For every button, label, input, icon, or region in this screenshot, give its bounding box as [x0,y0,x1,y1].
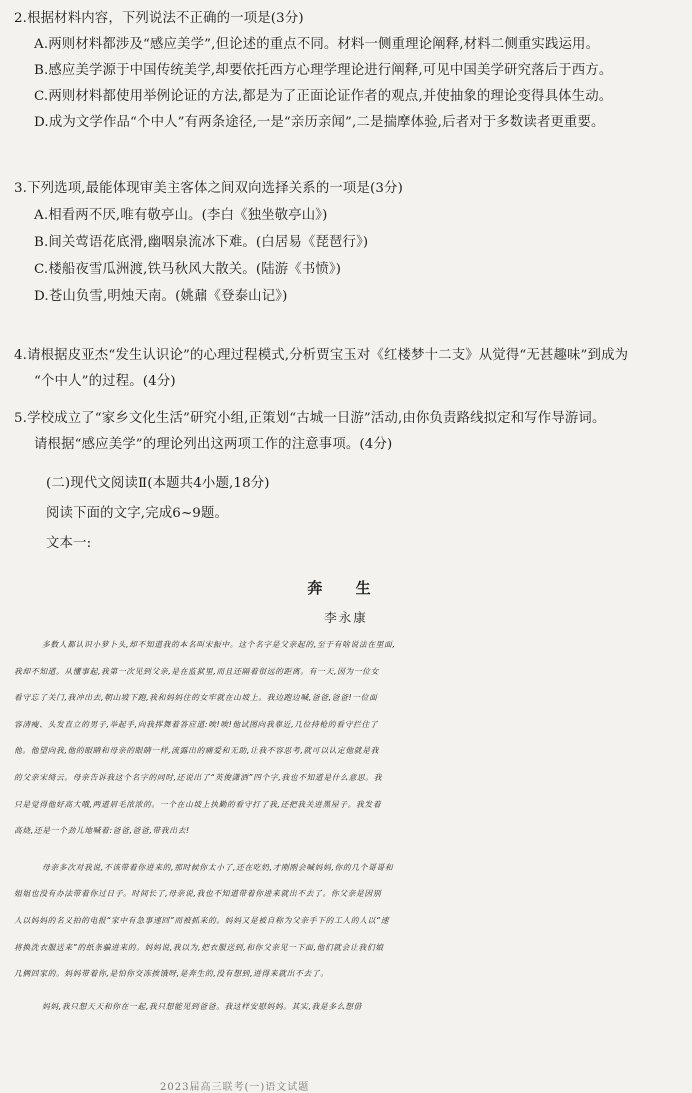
article-author: 李永康 [324,610,368,625]
question-2-option-a: A.两则材料都涉及“感应美学”,但论述的重点不同。材料一侧重理论阐释,材料二侧重实践运用。 [34,37,600,52]
question-3-option-c: C.楼船夜雪瓜洲渡,铁马秋风大散关。(陆游《书愤》) [34,262,342,277]
question-2-stem: 2.根据材料内容，下列说法不正确的一项是(3分) [14,11,304,26]
page-footer: 2023届高三联考(一)语文试题 [160,1082,310,1093]
question-2-option-c: C.两则材料都使用举例论证的方法,都是为了正面论证作者的观点,并使抽象的理论变得具体生动。 [34,89,613,104]
paragraph-1-line: 容清瘦、头发直立的男子,举起手,向我挥舞着答应道:唉!唉!他试图向我靠近,几位持枪的看守拦住了 [14,719,379,729]
article-body [14,632,684,1020]
question-5-line-1: 5.学校成立了“家乡文化生活”研究小组,正策划“古城一日游”活动,由你负责路线拟定和写作导游词。 [14,411,606,426]
paragraph-1-line: 的父亲宋绮云。母亲告诉我这个名字的同时,还说出了“英俊潇洒”四个字,我也不知道是什么意思。我 [14,772,383,782]
question-2-option-b: B.感应美学源于中国传统美学,却要依托西方心理学理论进行阐释,可见中国美学研究落后于西方。 [34,63,613,78]
question-3-option-d: D.苍山负雪,明烛天南。(姚鼐《登泰山记》) [34,289,288,304]
question-4-line-2: “个中人”的过程。(4分) [34,374,176,389]
paragraph-1-line: 看守忘了关门,我冲出去,朝山坡下跑,我和妈妈住的女牢就在山坡上。我边跑边喊,爸爸,爸爸!一位面 [14,693,378,703]
article-title: 奔 生 [307,579,385,597]
paragraph-2-line: 母亲多次对我说,不该带着你进来的,那时候你太小了,还在吃奶,才刚刚会喊妈妈,你的几个哥哥和 [42,862,394,872]
question-4-line-1: 4.请根据皮亚杰“发生认识论”的心理过程模式,分析贾宝玉对《红楼梦十二支》从觉得“无甚趣味”到成为 [14,348,629,363]
paragraph-1-line: 高烧,还是一个劲儿地喊着:爸爸,爸爸,带我出去! [14,826,190,836]
paragraph-3-line: 妈妈,我只想天天和你在一起,我只想能见到爸爸。我这样安慰妈妈。其实,我是多么想借 [42,1001,362,1011]
question-3-option-a: A.相看两不厌,唯有敬亭山。(李白《独坐敬亭山》) [34,208,328,223]
question-2-option-d: D.成为文学作品“个中人”有两条途径,一是“亲历亲闻”,二是揣摩体验,后者对于多数读者更重要。 [34,115,605,130]
paragraph-1-line: 我却不知道。从懂事起,我第一次见到父亲,是在监狱里,而且还隔着很远的距离。有一天,因为一位女 [14,666,379,676]
section-instruction: 阅读下面的文字,完成6~9题。 [46,506,229,521]
paragraph-2-line: 姐姐也没有办法带着你过日子。时间长了,母亲说,我也不知道带着你进来就出不去了。你父亲是因别 [14,889,382,899]
paragraph-2-line: 人以妈妈的名义拍的电报“家中有急事速回”而被抓来的。妈妈又是被自称为父亲手下的工人的人以“速 [14,915,389,925]
text-label: 文本一: [46,536,92,551]
paragraph-1-line: 只是觉得他好高大哦,两道眉毛浓浓的。一个在山坡上执勤的看守打了我,还把我关进黑屋子。我发着 [14,799,382,809]
paragraph-2-line: 将换洗衣服送来”的纸条骗进来的。妈妈说,我以为,把衣服送到,和你父亲见一下面,他们就会让我们娘 [14,942,384,952]
paragraph-1-line: 他。他望向我,他的眼睛和母亲的眼睛一样,流露出的痛爱和无助,让我不容思考,就可以认定他就是我 [14,746,379,756]
question-5 [14,408,682,456]
question-3 [14,178,682,308]
question-3-stem: 3.下列选项,最能体现审美主客体之间双向选择关系的一项是(3分) [14,181,403,196]
question-5-line-2: 请根据“感应美学”的理论列出这两项工作的注意事项。(4分) [34,437,393,452]
question-2 [14,8,682,134]
section-heading: (二)现代文阅读Ⅱ(本题共4小题,18分) [46,476,270,491]
paragraph-2-line: 几俩回家的。妈妈带着你,是怕你交冻挨饿呀,是奔生的,没有想到,进得来就出不去了。 [14,969,329,979]
question-3-option-b: B.间关莺语花底滑,幽咽泉流冰下难。(白居易《琵琶行》) [34,235,369,250]
paragraph-1-line: 多数人都认识小萝卜头,却不知道我的本名叫宋振中。这个名字是父亲起的,至于有啥说法在里面, [42,640,396,649]
section-2-header [14,473,682,555]
question-4 [14,345,682,393]
